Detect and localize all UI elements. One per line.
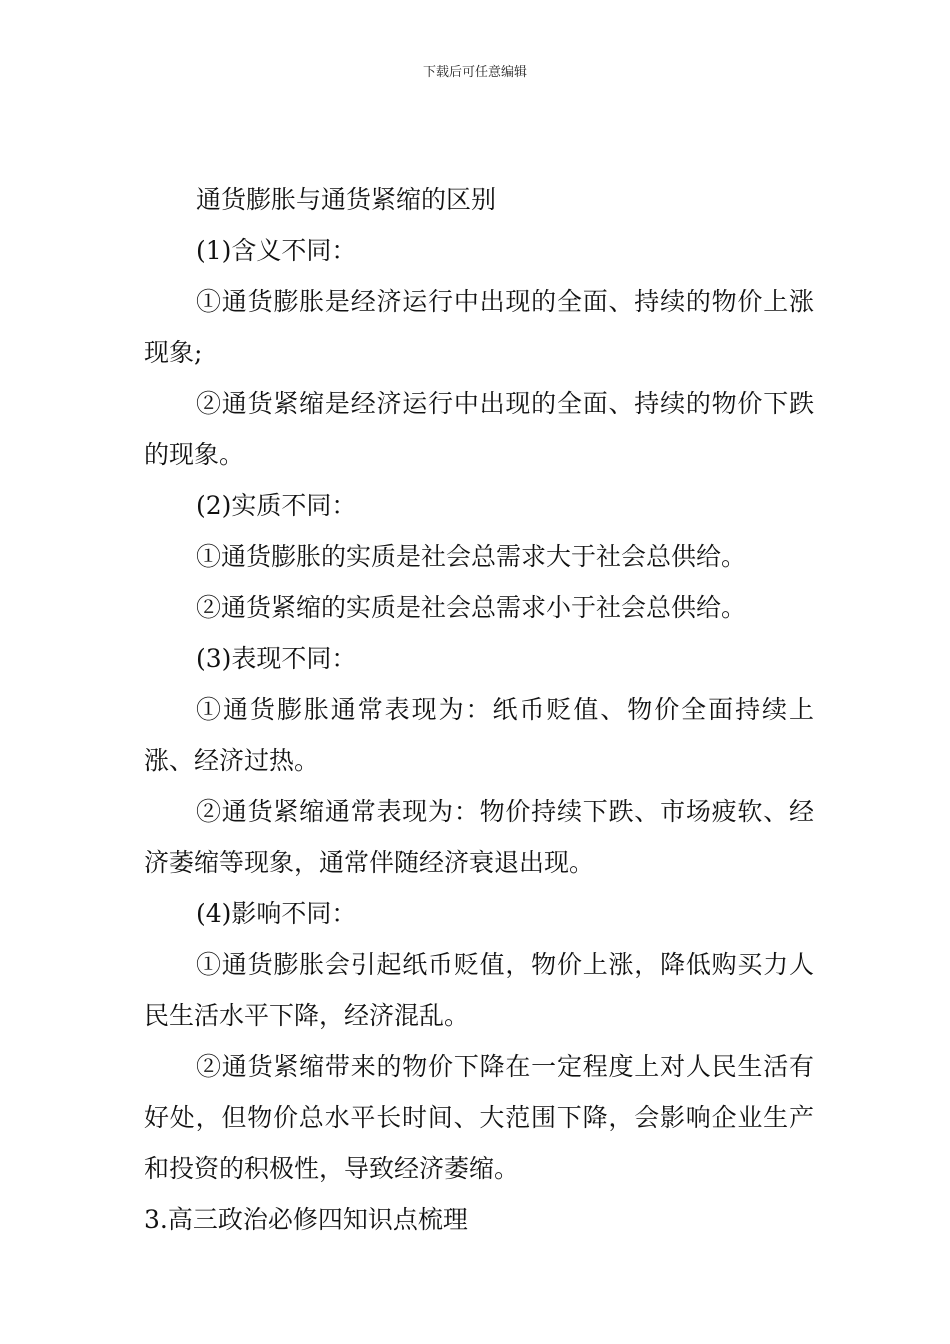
paragraph-item: ①通货膨胀通常表现为：纸币贬值、物价全面持续上涨、经济过热。 (144, 695, 814, 775)
paragraph-item: (2)实质不同： (196, 491, 357, 520)
paragraph-item: ②通货紧缩通常表现为：物价持续下跌、市场疲软、经济萎缩等现象，通常伴随经济衰退出现。 (144, 797, 814, 877)
paragraph-item: ①通货膨胀是经济运行中出现的全面、持续的物价上涨现象; (144, 287, 814, 367)
paragraph-title: 通货膨胀与通货紧缩的区别 (196, 185, 497, 214)
paragraph-item: ①通货膨胀会引起纸币贬值，物价上涨，降低购买力人民生活水平下降，经济混乱。 (144, 950, 814, 1030)
paragraph-item: ②通货紧缩是经济运行中出现的全面、持续的物价下跌的现象。 (144, 389, 814, 469)
page-header-note: 下载后可任意编辑 (422, 65, 527, 80)
section-heading: 3.高三政治必修四知识点梳理 (144, 1205, 468, 1234)
paragraph-item: ①通货膨胀的实质是社会总需求大于社会总供给。 (196, 542, 747, 571)
paragraph-item: (3)表现不同： (196, 644, 357, 673)
paragraph-item: (4)影响不同： (196, 899, 357, 928)
paragraph-item: ②通货紧缩带来的物价下降在一定程度上对人民生活有好处，但物价总水平长时间、大范围下降，会影响企业生产和投资的积极性，导致经济萎缩。 (144, 1052, 814, 1183)
paragraph-item: ②通货紧缩的实质是社会总需求小于社会总供给。 (196, 593, 747, 622)
paragraph-item: (1)含义不同： (196, 236, 357, 265)
document-body (144, 174, 814, 1245)
